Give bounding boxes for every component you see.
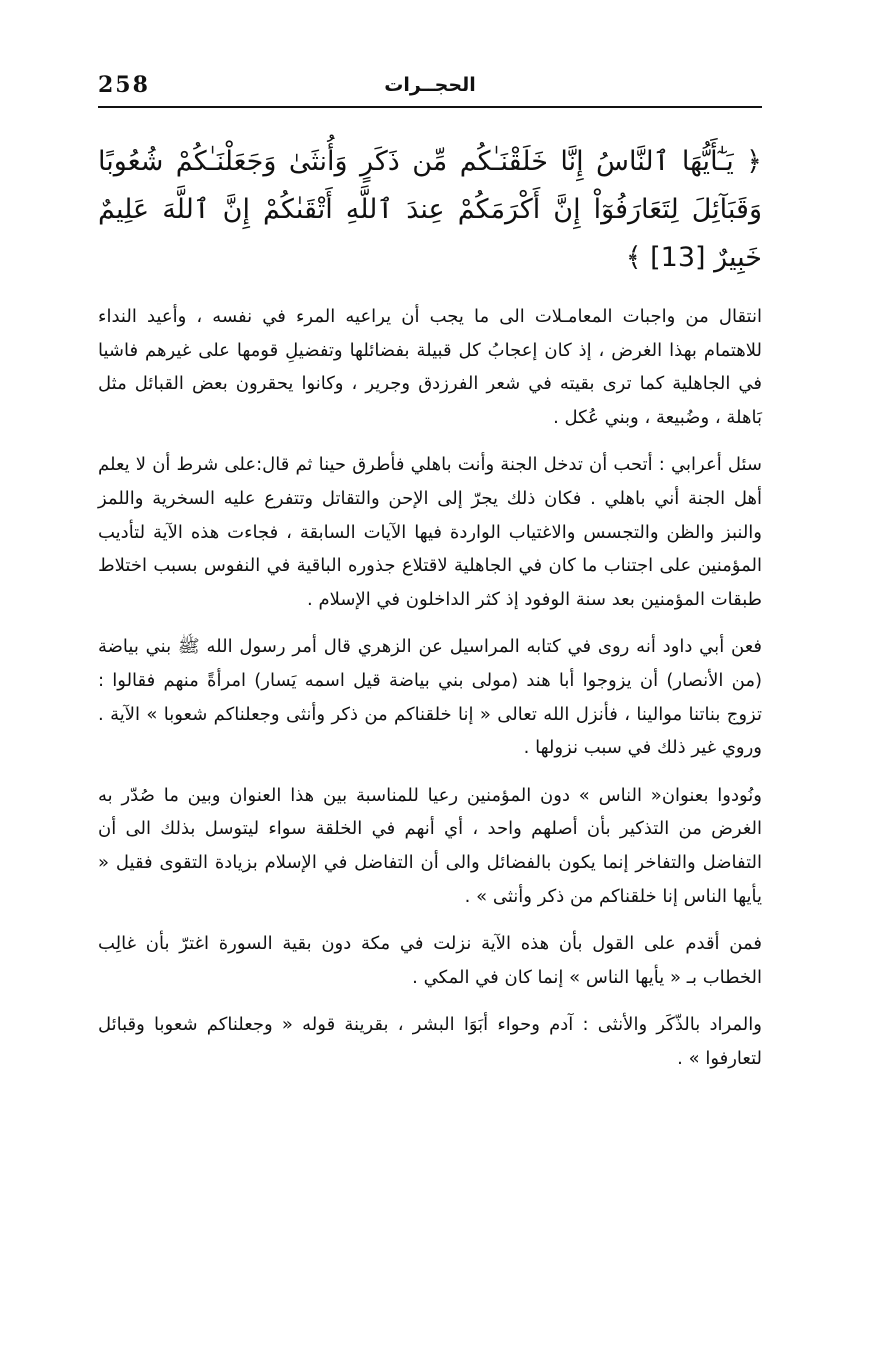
- quran-verse: ﴿ يَـٰٓأَيُّهَا ٱلنَّاسُ إِنَّا خَلَقْنَـٰكُم مِّن ذَكَرٍ وَأُنثَىٰ وَجَعَلْنَـٰكُمْ شُعُوبًا وَقَبَآئِلَ لِتَعَارَفُوٓاْ إِنَّ أَكْرَمَكُمْ عِندَ ٱللَّهِ أَتْقَىٰكُمْ إِنَّ ٱللَّهَ عَلِيمٌ خَبِيرٌ [13] ﴾: [98, 146, 762, 273]
- paragraph: انتقال من واجبات المعامـلات الى ما يجب أن يراعيه المرء في نفسه ، وأعيد النداء للاهتمام بهذا الغرض ، إذ كان إعجابُ كل قبيلة بفضائلها وتفضيلِ قومها على غيرهم فاشيا في الجاهلية كما ترى بقيته في شعر الفرزدق وجرير ، وكانوا يحقرون بعض القبائل مثل بَاهلة ، وضُبيعة ، وبني عُكل .: [98, 306, 762, 428]
- paragraph: فعن أبي داود أنه روى في كتابه المراسيل عن الزهري قال أمر رسول الله ﷺ بني بياضة (من الأنصار) أن يزوجوا أبا هند (مولى بني بياضة قيل اسمه يَسار) امرأةً منهم فقالوا : تزوج بناتنا موالينا ، فأنزل الله تعالى « إنا خلقناكم من ذكر وأنثى وجعلناكم شعوبا » الآية . وروي غير ذلك في سبب نزولها .: [98, 636, 762, 759]
- paragraph: فمن أقدم على القول بأن هذه الآية نزلت في مكة دون بقية السورة اغترّ بأن غالِب الخطاب بـ « يأيها الناس » إنما كان في المكي .: [98, 933, 762, 988]
- paragraph: ونُودوا بعنوان« الناس » دون المؤمنين رعيا للمناسبة بين هذا العنوان وبين ما صُدّر به الغرض من التذكير بأن أصلهم واحد ، أي أنهم في الخلقة سواء ليتوسل بذلك الى أن التفاضل والتفاخر إنما يكون بالفضائل والى أن التفاضل في الإسلام بزيادة التقوى فقيل « يأيها الناس إنا خلقناكم من ذكر وأنثى » .: [98, 784, 762, 907]
- page-header: [98, 70, 762, 104]
- paragraph: سئل أعرابي : أتحب أن تدخل الجنة وأنت باهلي فأطرق حينا ثم قال:على شرط أن لا يعلم أهل الجنة أني باهلي . فكان ذلك يجرّ إلى الإحن والتقاتل وتتفرع عليه السخرية واللمز والنبز والظن والتجسس والاغتياب الواردة فيها الآيات السابقة ، فجاءت هذه الآية لتأديب المؤمنين على اجتناب ما كان في الجاهلية لاقتلاع جذوره الباقية في النفوس بسبب اختلاط طبقات المؤمنين بعد سنة الوفود إذ كثر الداخلون في الإسلام .: [98, 454, 762, 610]
- header-rule: [98, 106, 762, 108]
- page-number: 258: [98, 72, 150, 98]
- commentary-body: [98, 300, 762, 1089]
- paragraph: والمراد بالذّكَر والأنثى : آدم وحواء أبَوَا البشر ، بقرينة قوله « وجعلناكم شعوبا وقبائل لتعارفوا » .: [98, 1014, 762, 1069]
- running-head: الحجــرات: [384, 74, 476, 96]
